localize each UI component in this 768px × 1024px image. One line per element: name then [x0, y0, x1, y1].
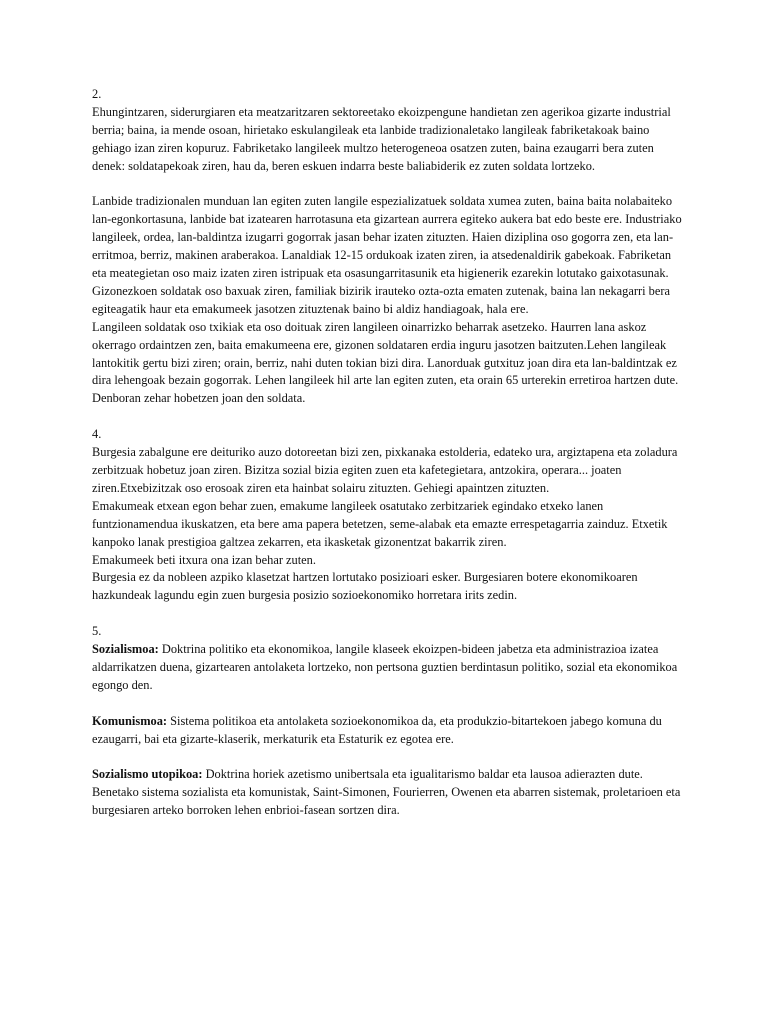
paragraph-gap	[92, 748, 682, 766]
paragraph: Burgesia ez da nobleen azpiko klasetzat hartzen lortutako posizioari esker. Burgesiaren botere ekonomikoaren hazkundeak lagundu egin zuen burgesia posizio sozioekonomiko horretara irits zedin.	[92, 570, 638, 603]
definition-text: Doktrina horiek azetismo unibertsala eta igualitarismo baldar eta lausoa adierazten dute. Benetako sistema sozialista eta komunistak, Saint-Simonen, Fourierren, Owenen eta abarren sistemak, proletarioen eta burgesiaren arteko borroken lehen enbrioi-fasean sortzen dira.	[92, 767, 681, 818]
definition-sozialismoa	[92, 641, 682, 695]
paragraph: Ehungintzaren, siderurgiaren eta meatzaritzaren sektoreetako ekoizpengune handietan zen agerikoa gizarte industrial berria; baina, ia mende osoan, hirietako eskulangileak eta lanbide tradizionaletako langileak fabriketakoak baino gehiago izan ziren kopuruz. Fabriketako langileek multzo heterogeneoa osatzen zuten, baina ezaugarri bera zuten denek: soldatapekoak ziren, hau da, beren eskuen indarra beste baliabiderik ez zuten soldata lortzeko.	[92, 104, 671, 173]
section-4	[92, 426, 682, 605]
paragraph: Burgesia zabalgune ere deituriko auzo dotoreetan bizi zen, pixkanaka estolderia, edateko ura, argiztapena eta zoladura zerbitzuak hobetuz joan ziren. Bizitza sozial bizia egiten zuen eta kafetegietara, antzokira, operara... joaten ziren.Etxebizitzak oso erosoak ziren eta hainbat solairu zituzten. Gehiegi apaintzen zituzten.	[92, 445, 678, 495]
paragraph-gap	[92, 695, 682, 713]
document-page	[92, 86, 682, 820]
paragraph: Lanbide tradizionalen munduan lan egiten zuten langile espezializatuek soldata xumea zuten, baina baita nolabaiteko lan-egonkortasuna, lanbide bat izatearen harrotasuna eta gizartean aurrera egiteko aukera bat edo beste ere. Industriako langileek, ordea, lan-baldintza izugarri gogorrak jasan behar izaten zituzten. Haien diziplina oso gogorra zen, eta lan-erritmoa, berriz, makinen araberakoa. Lanaldiak 12-15 ordukoak izaten ziren, ia atsedenaldirik gabekoak. Fabriketan eta meategietan oso maiz izaten ziren istripuak eta osasungarritasunik eta higienerik ezarekin lotutako gaixotasunak. Gizonezkoen soldatak oso baxuak ziren, familiak bizirik irauteko ozta-ozta ematen zutenak, baina lan nekagarri bera egiteagatik haur eta emakumeek jasotzen zituztenak baino bi aldiz handiagoak, hala ere.	[92, 194, 682, 316]
paragraph: Emakumeak etxean egon behar zuen, emakume langileek osatutako zerbitzariek egindako etxeko lanen funtzionamendua ikuskatzen, eta bere ama papera betetzen, seme-alabak eta emazte errespetagarria zainduz. Etxetik kanpoko lanak prestigioa galtzea zekarren, eta ikasketak gizonentzat bakarrik ziren.	[92, 498, 668, 549]
definition-komunismoa	[92, 713, 682, 749]
section-number: 4.	[92, 427, 102, 442]
definition-term: Komunismoa:	[92, 713, 168, 728]
paragraph-gap	[92, 176, 682, 194]
definition-text: Doktrina politiko eta ekonomikoa, langile klaseek ekoizpen-bideen jabetza eta administrazioa izatea aldarrikatzen duena, gizartearen antolaketa lortzeko, non pertsona guztien berdintasun politiko, sozial eta ekonomikoa egongo den.	[92, 642, 678, 692]
section-number: 5.	[92, 624, 102, 639]
section-gap	[92, 408, 682, 426]
paragraph: Langileen soldatak oso txikiak eta oso doituak ziren langileen oinarrizko beharrak asetzeko. Haurren lana askoz okerrago ordaintzen zen, baita emakumeena ere, gizonen soldataren erdia inguru jasotzen baitzuten.Lehen langileak lantokitik gertu bizi ziren; orain, berriz, nahi duten tokian bizi dira. Lanorduak gutxituz joan dira eta lan-baldintzak ez dira lehengoak bezain gogorrak. Lehen langileek hil arte lan egiten zuten, eta orain 65 urterekin erretiroa hartzen dute. Denboran zehar hobetzen joan den soldata.	[92, 319, 679, 406]
section-5	[92, 623, 682, 820]
section-gap	[92, 605, 682, 623]
paragraph: Emakumeek beti itxura ona izan behar zuten.	[92, 552, 316, 567]
section-number: 2.	[92, 87, 102, 101]
definition-term: Sozialismo utopikoa:	[92, 767, 203, 782]
definition-term: Sozialismoa:	[92, 642, 159, 657]
definition-text: Sistema politikoa eta antolaketa sozioekonomikoa da, eta produkzio-bitartekoen jabego komuna du ezaugarri, bai eta gizarte-klaserik, merkaturik eta Estaturik ez egotea ere.	[92, 713, 662, 746]
definition-sozialismo-utopikoa	[92, 766, 682, 820]
section-2	[92, 86, 682, 408]
